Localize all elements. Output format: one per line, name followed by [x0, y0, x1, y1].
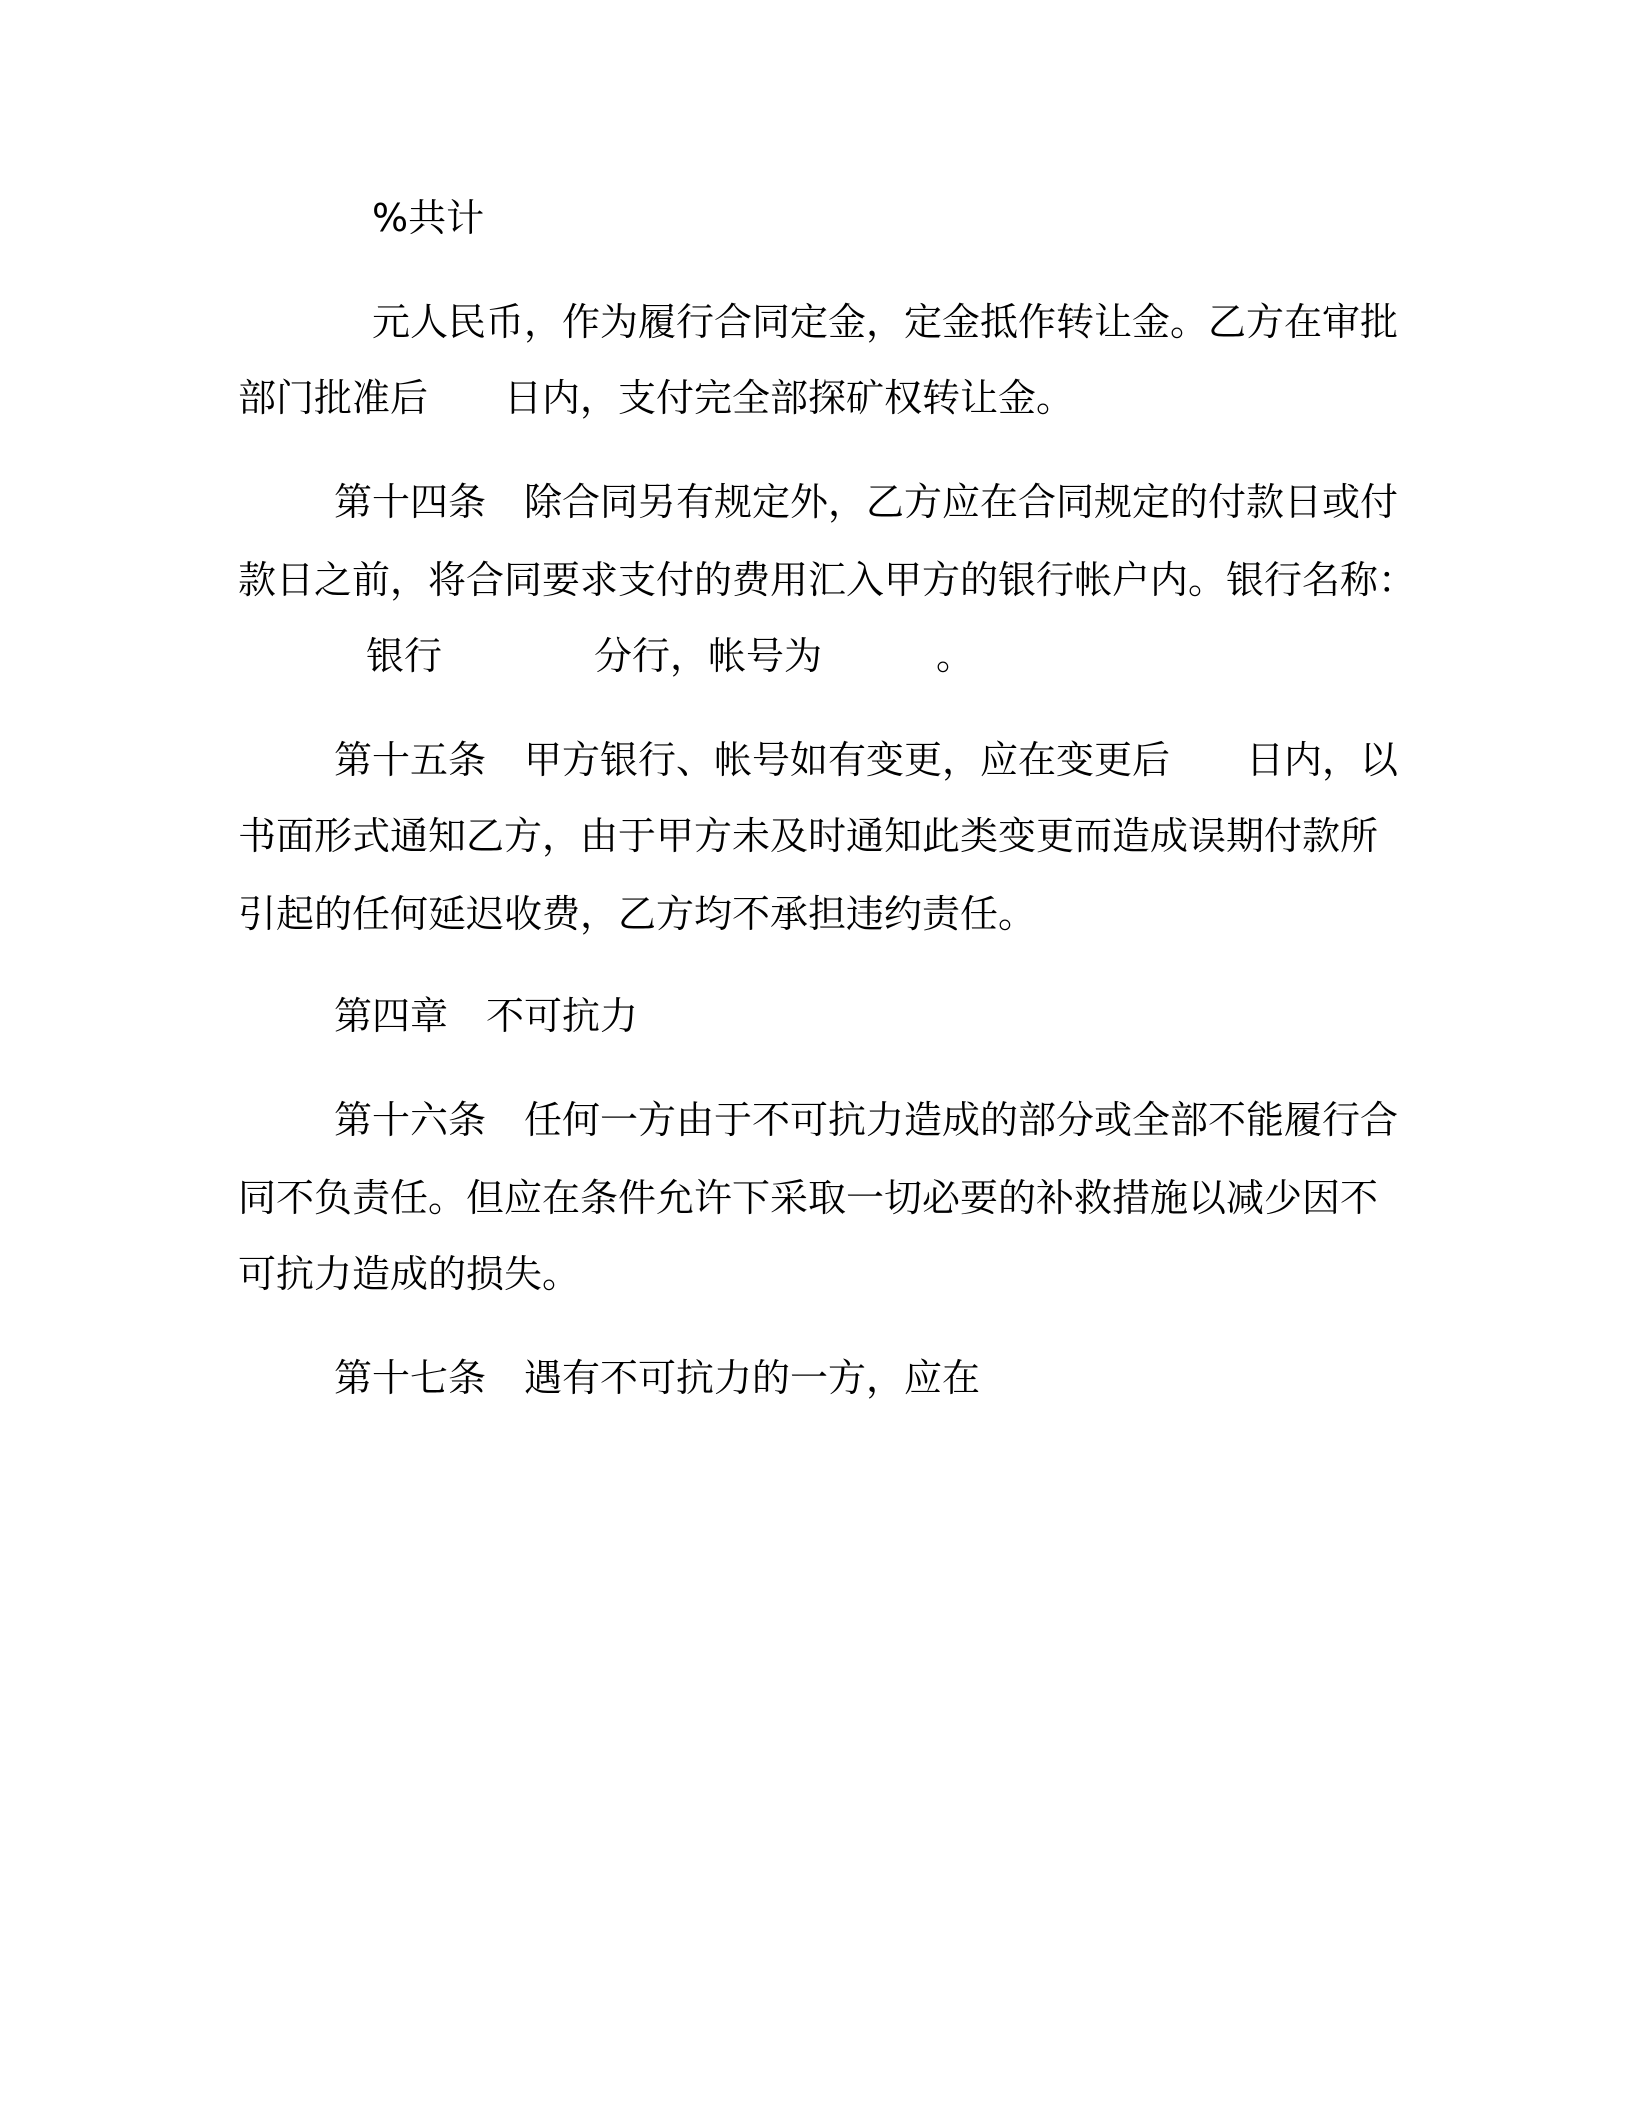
article-15-line-1: 第十五条 甲方银行、帐号如有变更，应在变更后 日内，以: [334, 738, 1399, 782]
text-line-deposit: 元人民币，作为履行合同定金，定金抵作转让金。乙方在审批: [372, 300, 1399, 344]
article-14-line-1: 第十四条 除合同另有规定外，乙方应在合同规定的付款日或付: [334, 480, 1399, 524]
article-16-line-2: 同不负责任。但应在条件允许下采取一切必要的补救措施以减少因不: [238, 1176, 1379, 1220]
article-16-line-1: 第十六条 任何一方由于不可抗力造成的部分或全部不能履行合: [334, 1098, 1399, 1142]
text-line-approval-payment: 部门批准后 日内，支付完全部探矿权转让金。: [238, 376, 1075, 420]
article-14-bank-account-line: 银行 分行，帐号为 。: [366, 634, 975, 678]
article-14-line-2: 款日之前，将合同要求支付的费用汇入甲方的银行帐户内。银行名称：: [238, 558, 1417, 602]
article-16-line-3: 可抗力造成的损失。: [238, 1252, 581, 1296]
article-15-line-2: 书面形式通知乙方，由于甲方未及时通知此类变更而造成误期付款所: [238, 814, 1379, 858]
article-15-line-3: 引起的任何延迟收费，乙方均不承担违约责任。: [238, 892, 1037, 936]
chapter-4-heading: 第四章 不可抗力: [334, 994, 639, 1038]
text-line-percent-total: %共计: [372, 196, 485, 240]
article-17-line-1: 第十七条 遇有不可抗力的一方，应在: [334, 1356, 981, 1400]
